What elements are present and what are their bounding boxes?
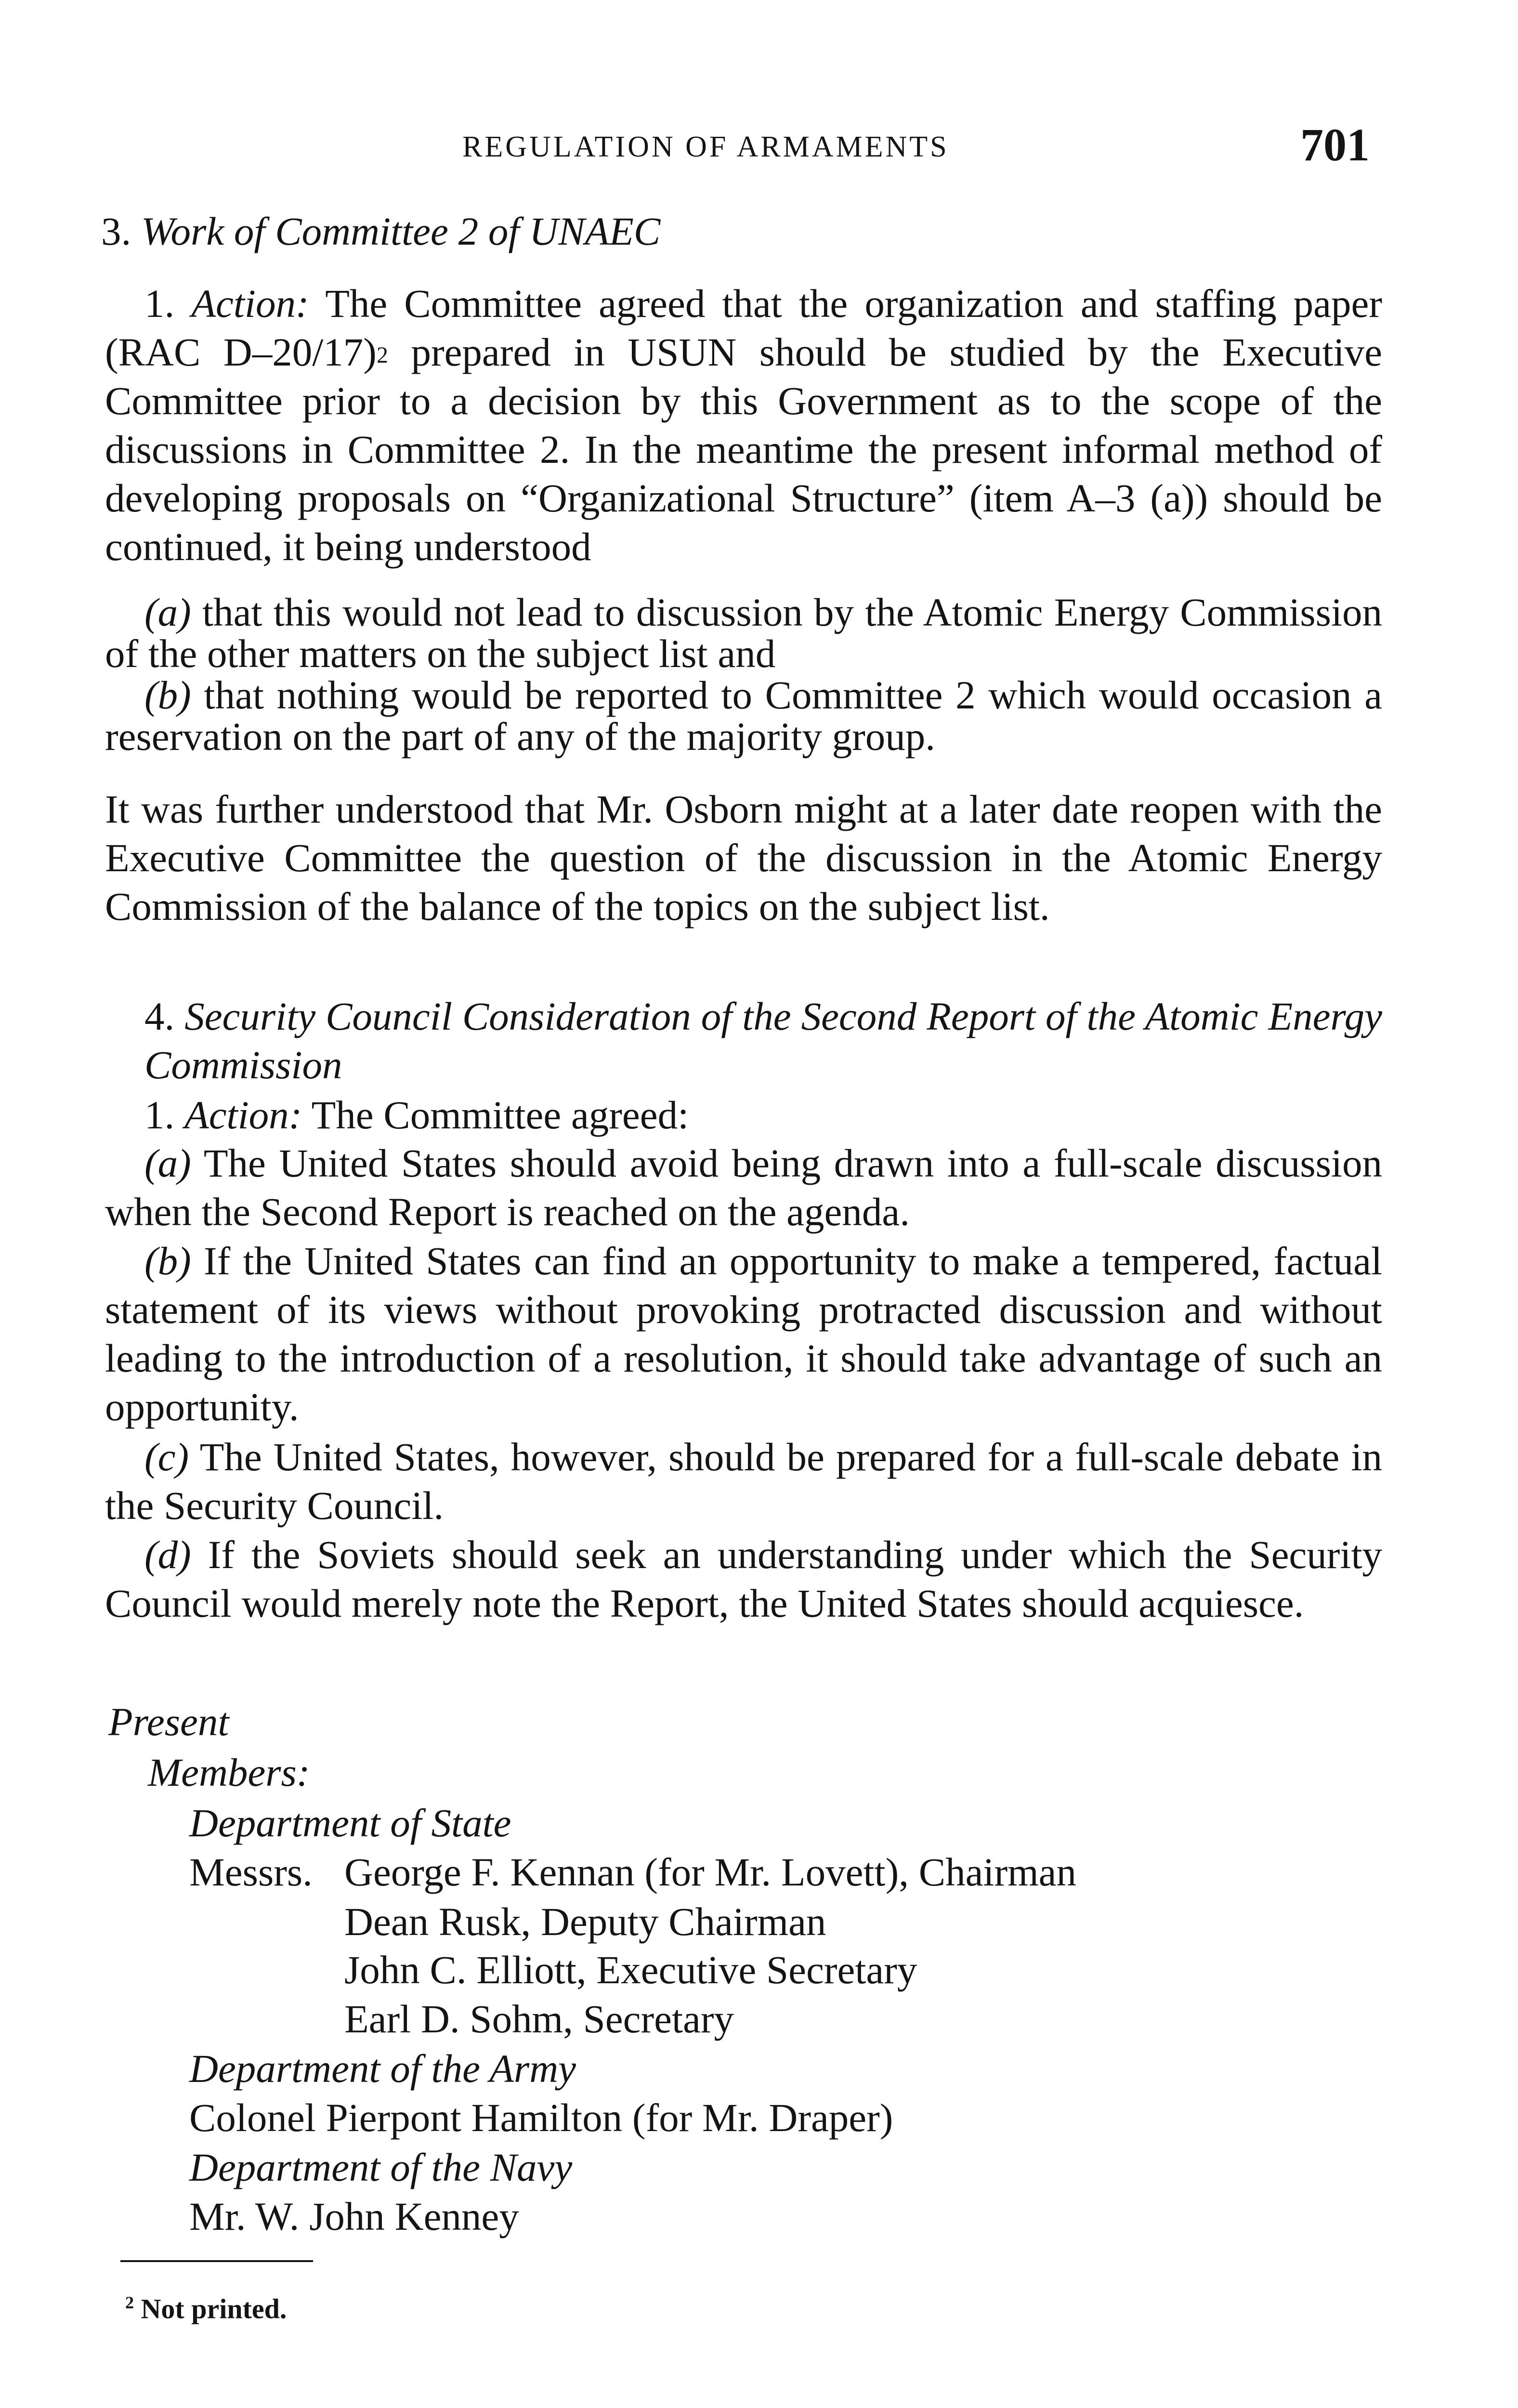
section-4-title: Security Council Consideration of the Second Report of the Atomic Energy Commission xyxy=(144,994,1382,1087)
item-text: that this would not lead to discussion by the Atomic Energy Commission of the other matters on the subject list and xyxy=(105,590,1383,676)
item-text: If the Soviets should seek an understanding under which the Security Council would merely note the Report, the United States should acquiesce. xyxy=(105,1532,1383,1625)
section-4-item-a xyxy=(105,1139,1382,1236)
item-label: (a) xyxy=(144,1141,191,1185)
footnote-mark: 2 xyxy=(125,2293,134,2312)
present-heading: Present xyxy=(108,1700,229,1744)
footnote xyxy=(125,2292,287,2325)
section-3-item-a xyxy=(105,591,1382,674)
section-3-further-paragraph: It was further understood that Mr. Osborn might at a later date reopen with the Executive Committee the question of the discussion in the Atomic Energy Commission of the balance of the topics on the subject list. xyxy=(105,787,1382,929)
members-heading: Members: xyxy=(148,1750,310,1794)
dept-navy-heading: Department of the Navy xyxy=(189,2145,573,2189)
action-label: Action: xyxy=(184,1093,302,1137)
state-member: John C. Elliott, Executive Secretary xyxy=(344,1948,917,1992)
state-member: George F. Kennan (for Mr. Lovett), Chairman xyxy=(344,1850,1077,1894)
army-member: Colonel Pierpont Hamilton (for Mr. Draper) xyxy=(189,2095,893,2140)
section-4-heading xyxy=(144,992,1382,1089)
section-4-paragraph-1 xyxy=(144,1091,1422,1139)
section-3-paragraph-1 xyxy=(105,279,1382,571)
section-3-number: 3. xyxy=(101,209,131,253)
paragraph-number: 1. xyxy=(144,281,175,326)
dept-army-heading: Department of the Army xyxy=(189,2046,576,2091)
paragraph-text-part-2: prepared in USUN should be studied by the Executive Committee prior to a decision by this Government as to the scope of the discussions in Committee 2. In the meantime the present informal method of developing proposals on “Organizational Structure” (item A–3 (a)) should be continued, it being understood xyxy=(105,330,1382,569)
section-4-number: 4. xyxy=(144,994,175,1038)
footnote-rule xyxy=(120,2260,313,2262)
footnote-reference: 2 xyxy=(376,342,388,368)
paragraph-text: The Committee agreed: xyxy=(311,1093,689,1137)
item-label: (c) xyxy=(144,1435,189,1479)
item-text: The United States should avoid being drawn into a full-scale discussion when the Second Report is reached on the agenda. xyxy=(105,1141,1382,1234)
item-label: (a) xyxy=(144,590,191,634)
item-text: The United States, however, should be prepared for a full-scale debate in the Security Council. xyxy=(105,1435,1382,1528)
section-3-item-b xyxy=(105,674,1382,757)
page-number: 701 xyxy=(1300,119,1370,170)
item-text: that nothing would be reported to Committee 2 which would occasion a reservation on the part of any of the majority group. xyxy=(105,673,1382,759)
section-4-item-d xyxy=(105,1531,1382,1628)
paragraph-number: 1. xyxy=(144,1093,175,1137)
navy-member: Mr. W. John Kenney xyxy=(189,2194,519,2238)
item-label: (b) xyxy=(144,1239,191,1283)
section-4-item-c xyxy=(105,1433,1382,1530)
item-label: (b) xyxy=(144,673,191,717)
section-3-title: Work of Committee 2 of UNAEC xyxy=(141,209,661,253)
messrs-label: Messrs. xyxy=(189,1850,313,1894)
item-label: (d) xyxy=(144,1532,191,1577)
footnote-text: Not printed. xyxy=(141,2293,287,2325)
running-title: REGULATION OF ARMAMENTS xyxy=(462,131,949,163)
state-member: Dean Rusk, Deputy Chairman xyxy=(344,1899,826,1944)
paragraph-text-part-1: The Committee agreed that the organization and staffing paper (RAC D–20/17) xyxy=(105,281,1383,374)
action-label: Action: xyxy=(191,281,309,326)
section-3-heading xyxy=(101,207,660,256)
section-4-item-b xyxy=(105,1237,1382,1431)
item-text: If the United States can find an opportunity to make a tempered, factual statement of its views without provoking protracted discussion and without leading to the introduction of a resolution, it should take advantage of such an opportunity. xyxy=(105,1239,1382,1429)
state-member: Earl D. Sohm, Secretary xyxy=(344,1997,734,2041)
dept-state-heading: Department of State xyxy=(189,1801,511,1845)
